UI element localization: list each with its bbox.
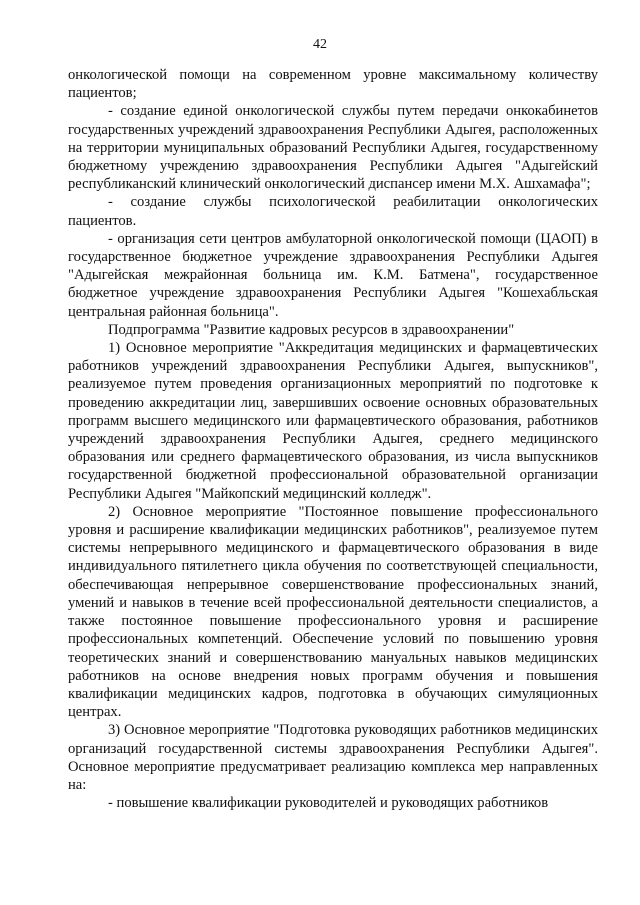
paragraph-7: 2) Основное мероприятие "Постоянное повышение профессионального уровня и расширение квалификации медицинских работников", реализуемое путем системы непрерывного медицинского и фармацевтического образования в виде индивидуального пятилетнего цикла обучения по соответствующей специальности, обеспечивающая непрерывное совершенствование профессиональных знаний, умений и навыков в течение всей профессиональной деятельности специалистов, а также постоянное повышение профессионального уровня и расширение профессиональных компетенций. Обеспечение условий по повышению уровня теоретических знаний и совершенствованию мануальных навыков медицинских работников на основе внедрения новых программ обучения и повышения квалификации медицинских кадров, подготовка в обучающих симуляционных центрах. [68, 503, 598, 721]
paragraph-6: 1) Основное мероприятие "Аккредитация медицинских и фармацевтических работников учреждений здравоохранения Республики Адыгея, выпускников", реализуемое путем проведения организационных мероприятий по подготовке к проведению аккредитации лиц, завершивших освоение основных образовательных программ высшего медицинского или фармацевтического образования, работников учреждений здравоохранения Республики Адыгея, среднего медицинского образования или среднего фармацевтического образования, из числа выпускников государственной бюджетной профессиональной образовательной организации Республики Адыгея "Майкопский медицинский колледж". [68, 340, 598, 502]
paragraph-8: 3) Основное мероприятие "Подготовка руководящих работников медицинских организаций государственной системы здравоохранения Республики Адыгея". Основное мероприятие предусматривает реализацию комплекса мер направленных на: [68, 722, 598, 793]
subprogram-heading: Подпрограмма "Развитие кадровых ресурсов в здравоохранении" [108, 321, 515, 338]
paragraph-4: - организация сети центров амбулаторной онкологической помощи (ЦАОП) в государственное бюджетное учреждение здравоохранения Республики Адыгея "Адыгейская межрайонная больница им. К.М. Батмена", государственное бюджетное учреждение здравоохранения Республики Адыгея "Кошехабльская центральная районная больница". [68, 230, 598, 320]
paragraph-2: - создание единой онкологической службы путем передачи онкокабинетов государственных учреждений здравоохранения Республики Адыгея, расположенных на территории муниципальных образований Республики Адыгея, государственному бюджетному учреждению здравоохранения Республики Адыгея "Адыгейский республиканский клинический онкологический диспансер имени М.Х. Ашхамафа"; [68, 103, 598, 193]
document-body [68, 66, 598, 812]
paragraph-9: - повышение квалификации руководителей и руководящих работников [108, 795, 549, 812]
paragraph-1: онкологической помощи на современном уровне максимальному количеству пациентов; [68, 67, 598, 102]
paragraph-3: - создание службы психологической реабилитации онкологических пациентов. [68, 194, 598, 229]
page-number: 42 [313, 37, 327, 52]
